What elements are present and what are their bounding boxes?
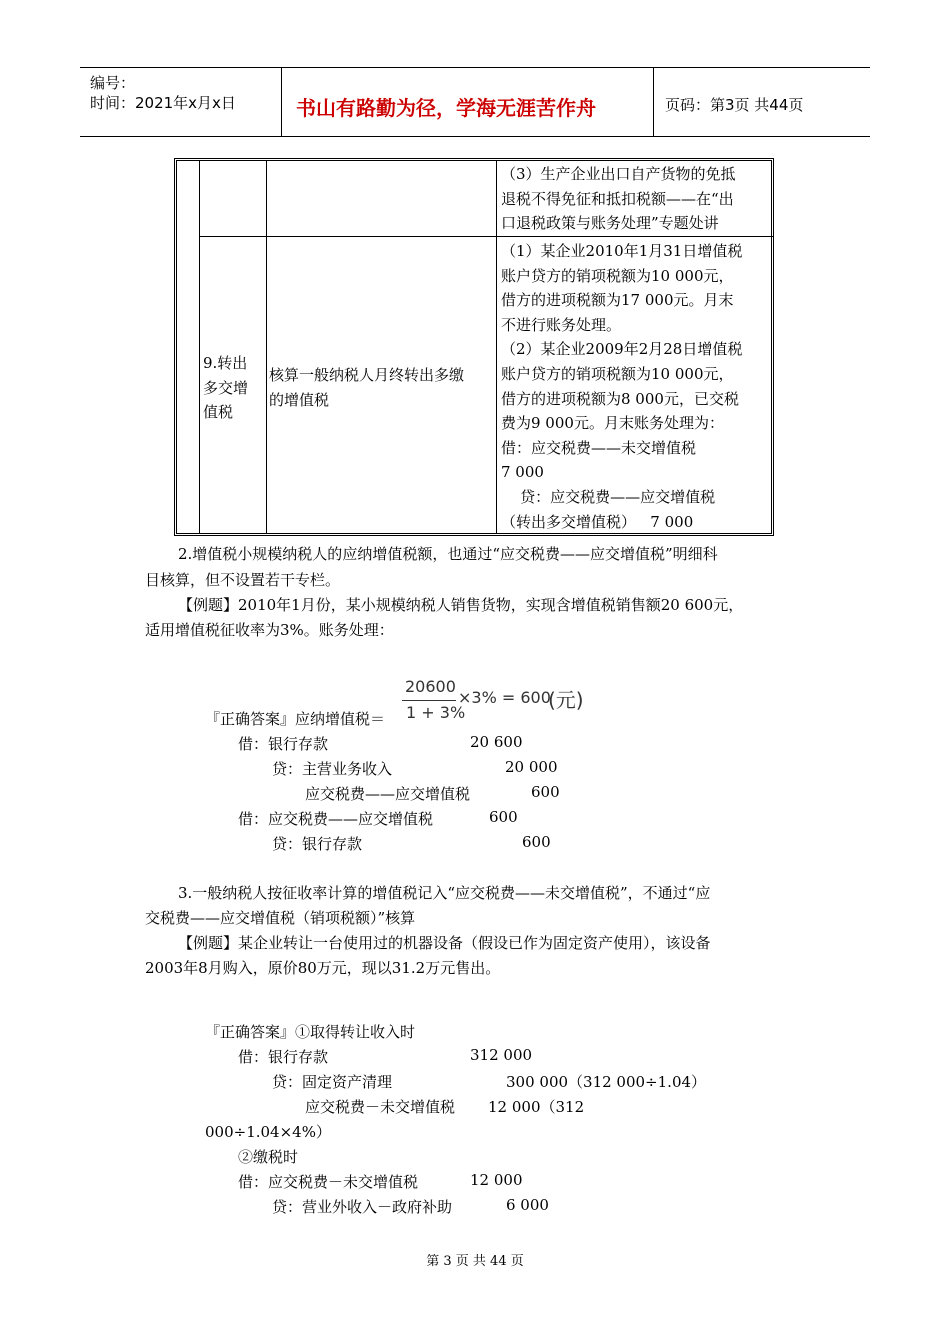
journal-entry-label: 借：应交税费——应交增值税 — [238, 810, 434, 828]
tax-account-table — [174, 158, 774, 536]
paragraph-line: 3.一般纳税人按征收率计算的增值税记入“应交税费——未交增值税”，不通过“应 — [178, 884, 711, 902]
journal-entry-continuation: 000÷1.04×4%） — [205, 1123, 331, 1141]
table-text-line: 贷：应交税费——应交增值税 — [501, 487, 716, 506]
answer-label: 『正确答案』①取得转让收入时 — [205, 1023, 416, 1041]
journal-entry-amount: 6 000 — [506, 1196, 549, 1214]
paragraph-line: 交税费——应交增值税（销项税额）”核算 — [145, 909, 416, 927]
step-label: ②缴税时 — [238, 1148, 299, 1166]
journal-entry-label: 应交税费——应交增值税 — [305, 785, 471, 803]
journal-entry-amount: 312 000 — [470, 1046, 533, 1064]
table-cell-row2-example — [501, 239, 742, 534]
journal-entry-amount: 12 000（312 — [488, 1098, 585, 1116]
table-text-line: （1）某企业2010年1月31日增值税 — [501, 242, 743, 260]
example-line: 【例题】某企业转让一台使用过的机器设备（假设已作为固定资产使用），该设备 — [178, 934, 711, 952]
table-text-line: 借：应交税费——未交增值税 — [501, 438, 697, 457]
journal-entry-label: 借：银行存款 — [238, 735, 329, 753]
table-text-line: 9.转出 — [203, 354, 248, 372]
table-text-line: （2）某企业2009年2月28日增值税 — [501, 340, 743, 359]
journal-entry-label: 贷：主营业务收入 — [272, 760, 393, 778]
table-text-line: 借方的进项税额为8 000元，已交税 — [501, 389, 739, 408]
formula-result: ×3% = 600 — [458, 688, 551, 707]
table-text-line: 多交增 — [203, 378, 249, 397]
journal-entry-label: 贷：固定资产清理 — [272, 1073, 393, 1091]
formula-denominator: 1 + 3% — [406, 703, 466, 722]
paragraph-line: 2.增值税小规模纳税人的应纳增值税额，也通过“应交税费——应交增值税”明细科 — [178, 545, 718, 563]
table-text-line: 费为9 000元。月末账务处理为： — [501, 414, 724, 433]
table-col-line — [199, 161, 200, 533]
example-line: 2003年8月购入，原价80万元，现以31.2万元售出。 — [145, 959, 501, 977]
table-text-line: 账户贷方的销项税额为10 000元， — [501, 364, 734, 383]
header-motto: 书山有路勤为径，学海无涯苦作舟 — [296, 96, 596, 120]
answer-label: 『正确答案』应纳增值税＝ — [205, 710, 386, 728]
table-text-line: 7 000 — [501, 463, 544, 482]
example-line: 【例题】2010年1月份，某小规模纳税人销售货物，实现含增值税销售额20 600元， — [178, 596, 744, 614]
journal-entry-label: 借：应交税费－未交增值税 — [238, 1173, 419, 1191]
table-text-line: 退税不得免征和抵扣税额——在“出 — [501, 189, 734, 208]
table-text-line: 的增值税 — [269, 390, 330, 409]
table-col-line — [266, 161, 267, 533]
doc-number-label: 编号： — [90, 74, 136, 92]
journal-entry-amount: 20 600 — [470, 733, 523, 751]
journal-entry-amount: 600 — [489, 808, 518, 826]
header-divider — [653, 68, 654, 136]
table-text-line: 借方的进项税额为17 000元。月末 — [501, 291, 734, 310]
table-text-line: 不进行账务处理。 — [501, 315, 622, 334]
journal-entry-amount: 12 000 — [470, 1171, 523, 1189]
table-col-line — [496, 161, 497, 533]
journal-entry-amount: 600 — [522, 833, 551, 851]
journal-entry-amount: 20 000 — [505, 758, 558, 776]
example-line: 适用增值税征收率为3%。账务处理： — [145, 621, 394, 639]
header-divider — [281, 68, 282, 136]
table-row-line — [199, 236, 774, 237]
page-footer: 第 3 页 共 44 页 — [426, 1254, 524, 1269]
table-text-line: 账户贷方的销项税额为10 000元， — [501, 266, 734, 285]
page-indicator: 页码：第3页 共44页 — [665, 96, 804, 114]
doc-date-label: 时间：2021年x月x日 — [90, 94, 236, 112]
journal-entry-label: 借：银行存款 — [238, 1048, 329, 1066]
table-text-line: 核算一般纳税人月终转出多缴 — [269, 366, 465, 384]
journal-entry-label: 应交税费－未交增值税 — [305, 1098, 456, 1116]
fraction-bar — [402, 700, 456, 701]
journal-entry-amount: 600 — [531, 783, 560, 801]
journal-entry-label: 贷：银行存款 — [272, 835, 363, 853]
table-text-line: 值税 — [203, 403, 234, 422]
page-header — [80, 67, 870, 137]
table-text-line: 口退税政策与账务处理”专题处讲 — [501, 214, 719, 233]
formula-numerator: 20600 — [405, 677, 456, 696]
table-text-line: （转出多交增值税） 7 000 — [501, 512, 694, 531]
table-cell-item-name — [203, 351, 248, 425]
table-text-line: （3）生产企业出口自产货物的免抵 — [501, 165, 736, 183]
paragraph-line: 目核算，但不设置若干专栏。 — [145, 571, 341, 589]
journal-entry-amount: 300 000（312 000÷1.04） — [506, 1073, 707, 1091]
journal-entry-label: 贷：营业外收入－政府补助 — [272, 1198, 453, 1216]
table-cell-row1-example — [501, 162, 736, 236]
table-cell-description — [269, 363, 464, 412]
formula-unit: (元) — [548, 688, 584, 712]
